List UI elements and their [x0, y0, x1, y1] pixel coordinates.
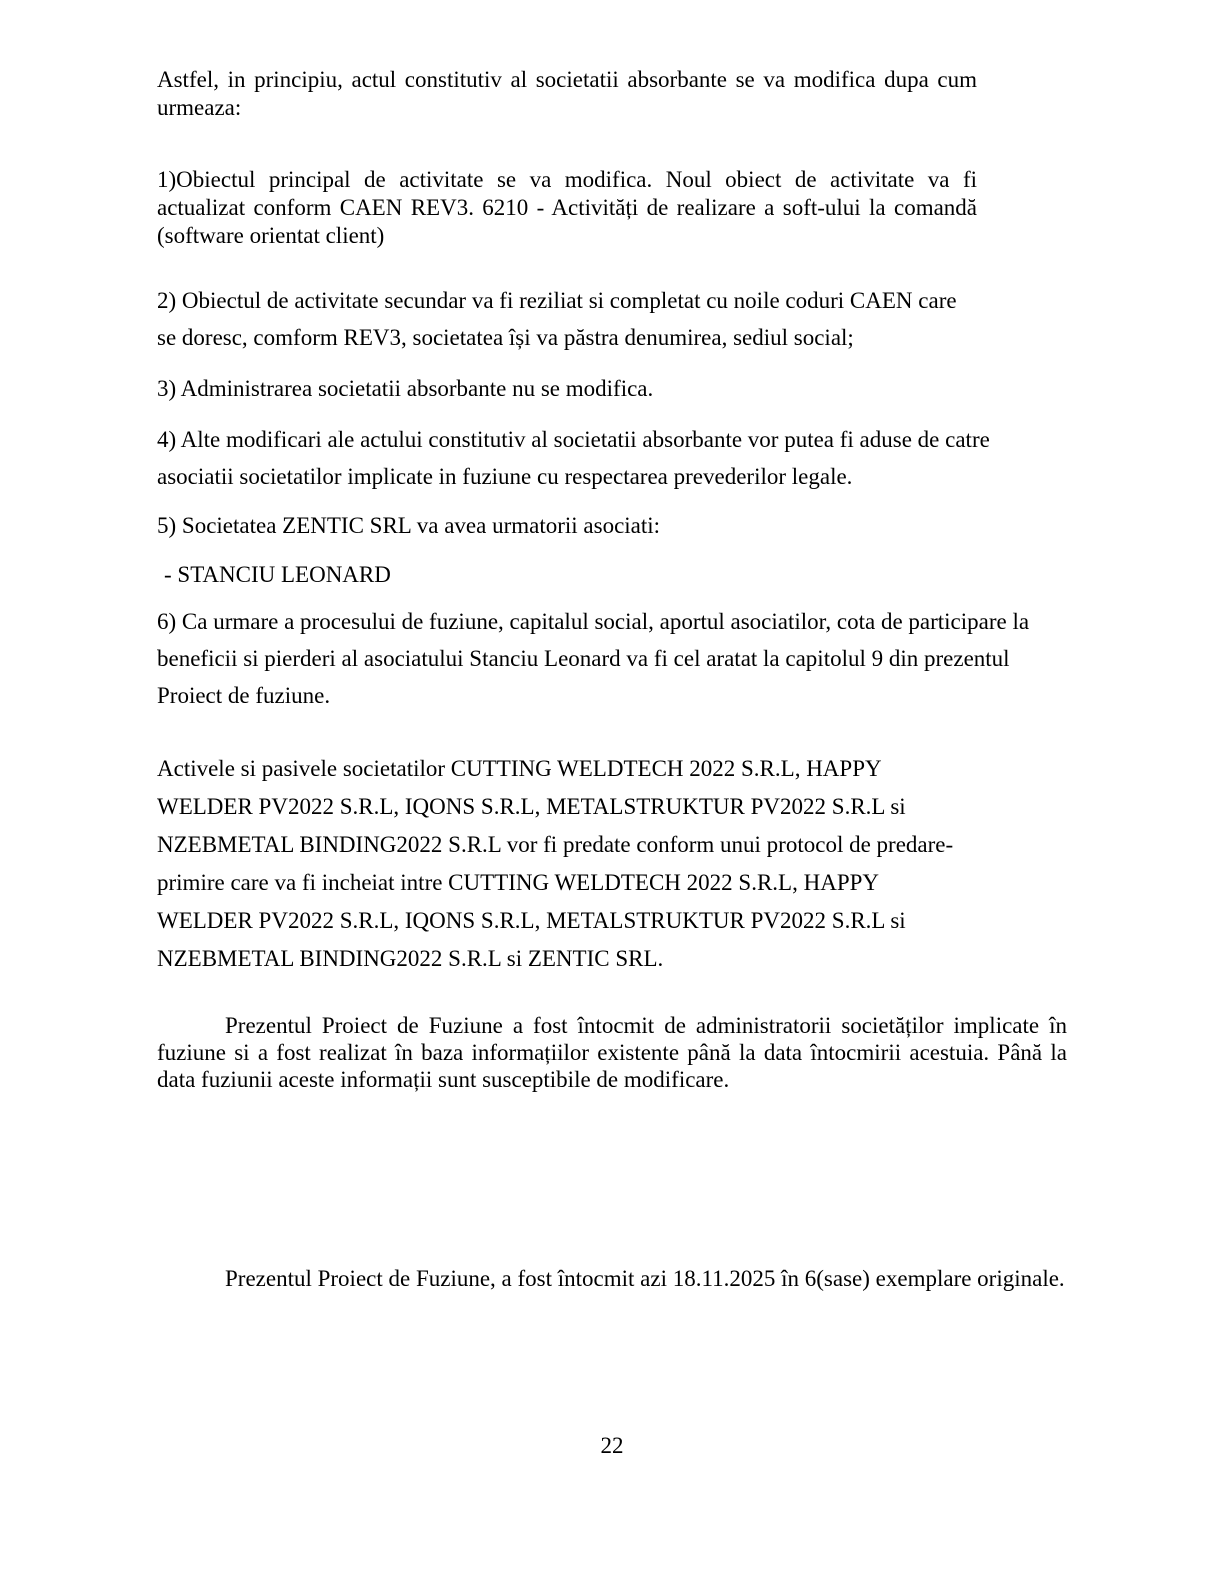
paragraph-item-6-capital: 6) Ca urmare a procesului de fuziune, capitalul social, aportul asociatilor, cota de participare la beneficii si pierderi al asociatului Stanciu Leonard va fi cel aratat la capitolul 9 din prezentul Proiect de fuziune.	[157, 609, 1030, 708]
paragraph-item-2-secondary-activity: 2) Obiectul de activitate secundar va fi reziliat si completat cu noile coduri CAEN care se doresc, comform REV3, societatea își va păstra denumirea, sediul social;	[157, 288, 957, 350]
page-number: 22	[600, 1433, 624, 1458]
paragraph-closing-statement: Prezentul Proiect de Fuziune a fost întocmit de administratorii societăților implicate în fuziune si a fost realizat în baza informațiilor existente până la data întocmirii acestuia. Până la data fuziunii aceste informații sunt susceptibile de modificare.	[157, 1013, 1067, 1092]
paragraph-item-4-other-changes: 4) Alte modificari ale actului constitutiv al societatii absorbante vor putea fi aduse de catre asociatii societatilor implicate in fuziune cu respectarea prevederilor legale.	[157, 427, 990, 489]
paragraph-item-3-administration: 3) Administrarea societatii absorbante nu se modifica.	[157, 376, 654, 401]
paragraph-associate-name: - STANCIU LEONARD	[164, 562, 391, 587]
paragraph-intro: Astfel, in principiu, actul constitutiv al societatii absorbante se va modifica dupa cum urmeaza:	[157, 67, 977, 120]
paragraph-assets-liabilities: Activele si pasivele societatilor CUTTING WELDTECH 2022 S.R.L, HAPPY WELDER PV2022 S.R.L, IQONS S.R.L, METALSTRUKTUR PV2022 S.R.L si NZEBMETAL BINDING2022 S.R.L vor fi predate conform unui protocol de predare-primire care va fi incheiat intre CUTTING WELDTECH 2022 S.R.L, HAPPY WELDER PV2022 S.R.L, IQONS S.R.L, METALSTRUKTUR PV2022 S.R.L si NZEBMETAL BINDING2022 S.R.L si ZENTIC SRL.	[157, 756, 954, 971]
paragraph-item-1-main-activity: 1)Obiectul principal de activitate se va modifica. Noul obiect de activitate va fi actualizat conform CAEN REV3. 6210 - Activități de realizare a soft-ului la comandă (software orientat client)	[157, 167, 977, 248]
paragraph-item-5-associates: 5) Societatea ZENTIC SRL va avea urmatorii asociati:	[157, 513, 661, 538]
paragraph-signature-date: Prezentul Proiect de Fuziune, a fost întocmit azi 18.11.2025 în 6(sase) exemplare originale.	[225, 1266, 1065, 1291]
